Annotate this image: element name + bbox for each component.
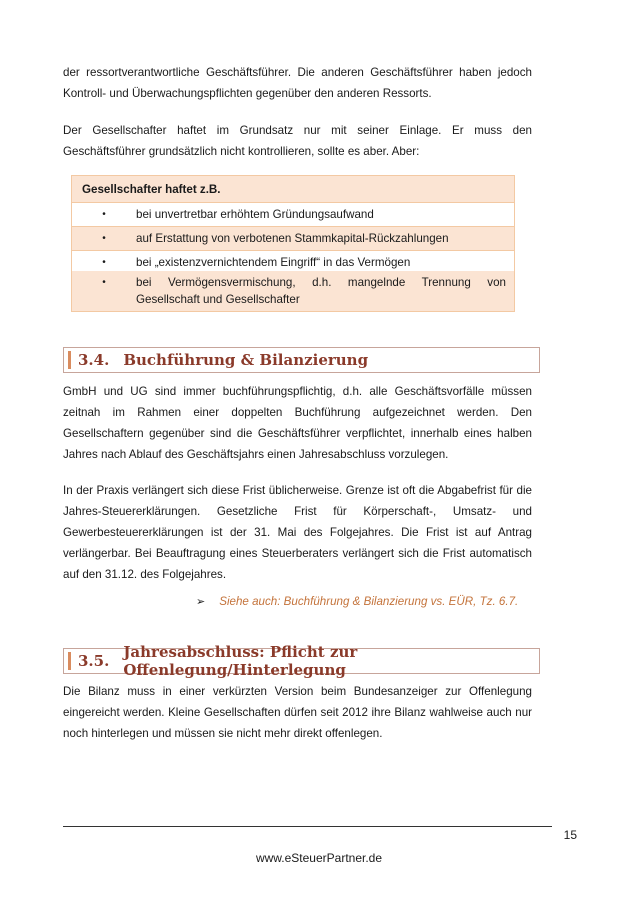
- bullet-icon: •: [102, 257, 106, 268]
- paragraph-bookkeeping-obligation: GmbH und UG sind immer buchführungspflichtig, d.h. alle Geschäftsvorfälle müssen zeitnah im Rahmen einer doppelten Buchführung aufgezeichnet werden. Den Gesellschaftern gegenüber sind die Geschäftsführer verpflichtet, innerhalb eines halben Jahres nach Ablauf des Geschäftsjahrs einen Jahresabschluss vorzulegen.: [63, 385, 532, 461]
- section-title: Jahresabschluss: Pflicht zur Offenlegung/Hinterlegung: [123, 643, 358, 679]
- arrow-bullet-icon: ➢: [196, 596, 206, 608]
- page-number: 15: [563, 828, 577, 842]
- section-title: Buchführung & Bilanzierung: [123, 351, 369, 369]
- see-also-text[interactable]: Siehe auch: Buchführung & Bilanzierung vs. EÜR, Tz. 6.7.: [219, 595, 519, 608]
- liability-item-text: bei Vermögensvermischung, d.h. mangelnde Trennung von Gesellschaft und Gesellschafter: [136, 276, 506, 306]
- bullet-icon: •: [102, 233, 106, 244]
- liability-table: [71, 175, 515, 312]
- paragraph-shareholder-liability: Der Gesellschafter haftet im Grundsatz nur mit seiner Einlage. Er muss den Geschäftsführer grundsätzlich nicht kontrollieren, sollte es aber. Aber:: [63, 124, 532, 158]
- section-number: 3.5.: [78, 652, 110, 670]
- section-heading-3-4: [63, 347, 540, 373]
- section-number: 3.4.: [78, 351, 110, 369]
- heading-accent-bar: [68, 652, 71, 670]
- liability-item-text: auf Erstattung von verbotenen Stammkapital-Rückzahlungen: [136, 232, 449, 245]
- footer-website: www.eSteuerPartner.de: [255, 851, 383, 865]
- footer-divider: [63, 826, 552, 827]
- liability-item: [72, 226, 514, 250]
- liability-item-text: bei unvertretbar erhöhtem Gründungsaufwand: [136, 208, 374, 221]
- liability-item: [72, 202, 514, 226]
- paragraph-managing-directors: der ressortverantwortliche Geschäftsführer. Die anderen Geschäftsführer haben jedoch Kontroll- und Überwachungspflichten gegenüber den anderen Ressorts.: [63, 66, 532, 100]
- paragraph-disclosure: Die Bilanz muss in einer verkürzten Version beim Bundesanzeiger zur Offenlegung eingereicht werden. Kleine Gesellschaften dürfen seit 2012 ihre Bilanz wahlweise auch nur noch hinterlegen und müssen sie nicht mehr direkt offenlegen.: [63, 685, 532, 740]
- liability-item-text: bei „existenzvernichtendem Eingriff“ in das Vermögen: [136, 256, 411, 269]
- liability-item: [72, 271, 514, 311]
- paragraph-deadline: In der Praxis verlängert sich diese Frist üblicherweise. Grenze ist oft die Abgabefrist für die Jahres-Steuererklärungen. Gesetzliche Frist für Körperschaft-, Umsatz- und Gewerbesteuererklärungen ist der 31. Mai des Folgejahres. Die Frist ist auf Antrag verlängerbar. Bei Beauftragung eines Steuerberaters verlängert sich die Frist automatisch auf den 31.12. des Folgejahres.: [63, 484, 532, 581]
- bullet-icon: •: [102, 277, 106, 288]
- liability-item: [72, 250, 514, 271]
- bullet-icon: •: [102, 209, 106, 220]
- heading-accent-bar: [68, 351, 71, 369]
- liability-table-header: Gesellschafter haftet z.B.: [72, 176, 514, 202]
- see-also-reference[interactable]: [196, 595, 518, 608]
- section-heading-3-5: [63, 643, 540, 679]
